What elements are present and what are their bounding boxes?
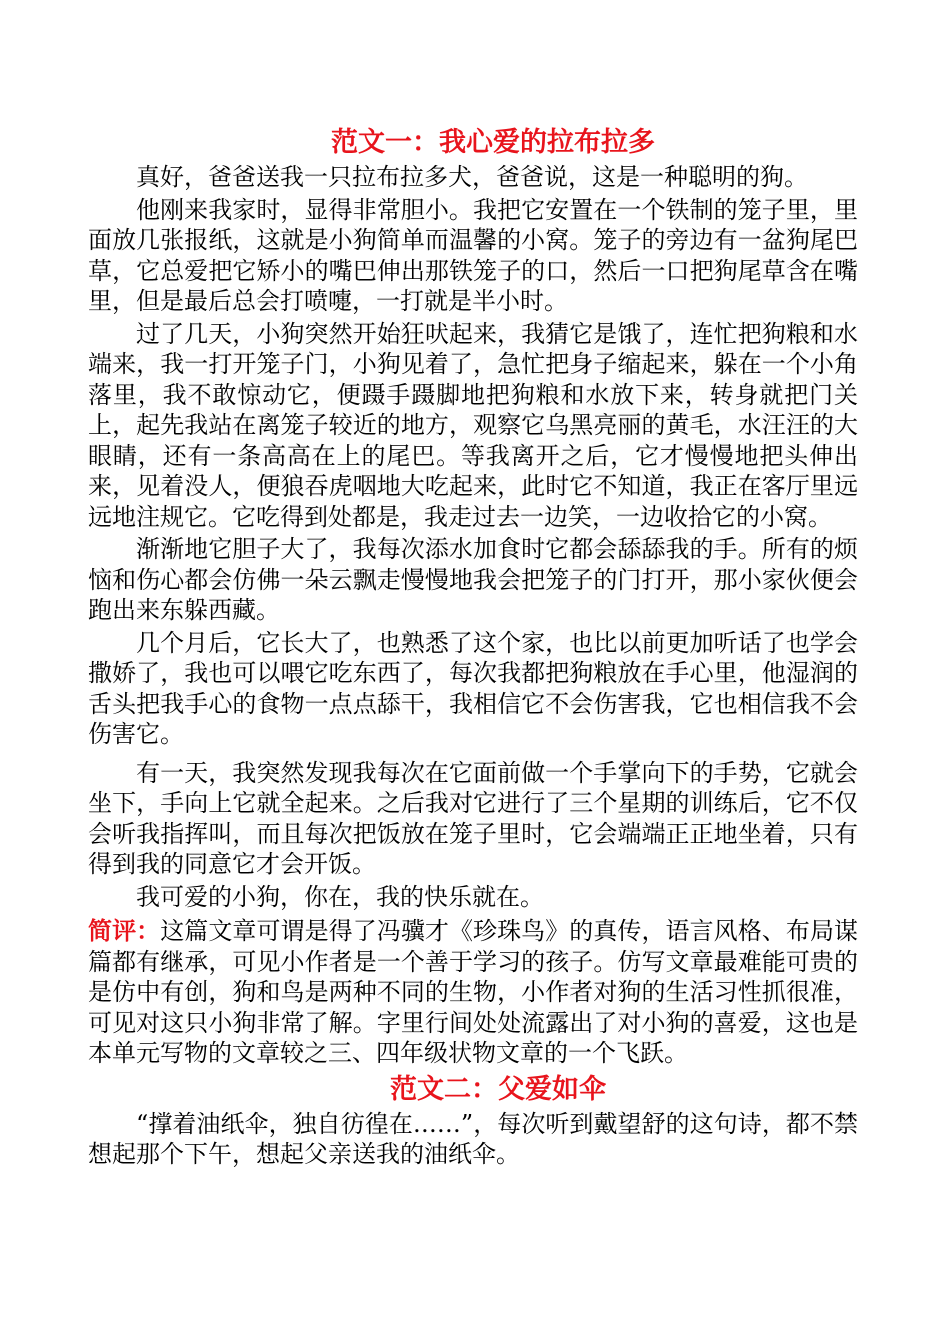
document-page bbox=[88, 124, 858, 1170]
essay2-title: 范文二：父爱如伞 bbox=[390, 1073, 606, 1105]
essay1-paragraph-2: 他刚来我家时，显得非常胆小。我把它安置在一个铁制的笼子里，里面放几张报纸，这就是小狗简单而温馨的小窝。笼子的旁边有一盆狗尾巴草，它总爱把它矫小的嘴巴伸出那铁笼子的口，然后一口把狗尾草含在嘴里，但是最后总会打喷嚏，一打就是半小时。 bbox=[88, 195, 858, 315]
essay1-paragraph-5: 几个月后，它长大了，也熟悉了这个家，也比以前更加听话了也学会撒娇了，我也可以喂它吃东西了，每次我都把狗粮放在手心里，他湿润的舌头把我手心的食物一点点舔干，我相信它不会伤害我，它也相信我不会伤害它。 bbox=[88, 628, 858, 748]
essay1-paragraph-6: 有一天，我突然发现我每次在它面前做一个手掌向下的手势，它就会坐下，手向上它就全起来。之后我对它进行了三个星期的训练后，它不仅会听我指挥叫，而且每次把饭放在笼子里时，它会端端正正地坐着，只有得到我的同意它才会开饭。 bbox=[88, 758, 858, 878]
essay1-paragraph-1: 真好，爸爸送我一只拉布拉多犬，爸爸说，这是一种聪明的狗。 bbox=[136, 163, 808, 191]
essay1-comment bbox=[88, 916, 858, 1069]
comment-label: 简评： bbox=[88, 917, 161, 945]
comment-text: 这篇文章可谓是得了冯骥才《珍珠鸟》的真传，语言风格、布局谋篇都有继承，可见小作者是一个善于学习的孩子。仿写文章最难能可贵的是仿中有创，狗和鸟是两种不同的生物，小作者对狗的生活习性抓很准，可见对这只小狗非常了解。字里行间处处流露出了对小狗的喜爱，这也是本单元写物的文章较之三、四年级状物文章的一个飞跃。 bbox=[88, 917, 859, 1067]
essay1-paragraph-3: 过了几天，小狗突然开始狂吠起来，我猜它是饿了，连忙把狗粮和水端来，我一打开笼子门，小狗见着了，急忙把身子缩起来，躲在一个小角落里，我不敢惊动它，便蹑手蹑脚地把狗粮和水放下来，转身就把门关上，起先我站在离笼子较近的地方，观察它乌黑亮丽的黄毛，水汪汪的大眼睛，还有一条高高在上的尾巴。等我离开之后，它才慢慢地把头伸出来，见着没人，便狼吞虎咽地大吃起来，此时它不知道，我正在客厅里远远地注规它。它吃得到处都是，我走过去一边笑，一边收拾它的小窝。 bbox=[88, 319, 858, 531]
essay1-paragraph-4: 渐渐地它胆子大了，我每次添水加食时它都会舔舔我的手。所有的烦恼和伤心都会仿佛一朵云飘走慢慢地我会把笼子的门打开，那小家伙便会跑出来东躲西藏。 bbox=[88, 535, 858, 624]
essay2-paragraph-1: “撑着油纸伞，独自彷徨在……”，每次听到戴望舒的这句诗，都不禁想起那个下午，想起父亲送我的油纸伞。 bbox=[88, 1109, 858, 1168]
essay1-title: 范文一：我心爱的拉布拉多 bbox=[331, 127, 655, 158]
essay1-paragraph-7: 我可爱的小狗，你在，我的快乐就在。 bbox=[136, 882, 544, 911]
